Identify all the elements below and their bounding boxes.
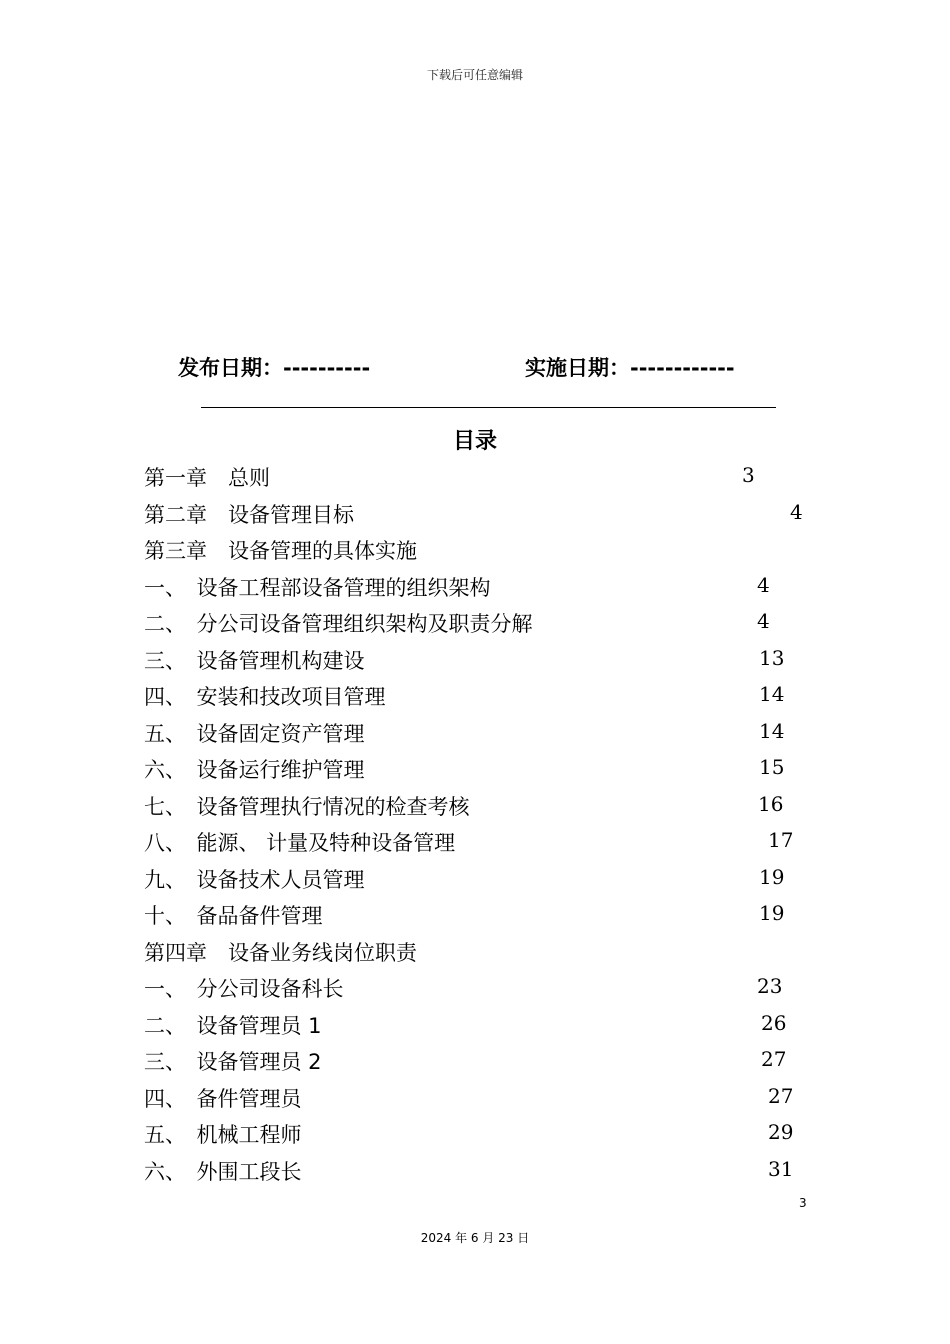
toc-entry-page: 13 bbox=[759, 646, 785, 670]
toc-entry[interactable] bbox=[0, 967, 950, 1003]
toc-entry-label: 二、 分公司设备管理组织架构及职责分解 bbox=[144, 612, 533, 636]
toc-entry[interactable] bbox=[0, 931, 950, 967]
toc-entry-label: 九、 设备技术人员管理 bbox=[144, 868, 365, 892]
toc-entry-label: 六、 设备运行维护管理 bbox=[144, 758, 365, 782]
toc-entry[interactable] bbox=[0, 1040, 950, 1076]
toc-entry-page: 31 bbox=[768, 1157, 794, 1181]
toc-entry[interactable] bbox=[0, 712, 950, 748]
toc-entry-label: 六、 外围工段长 bbox=[144, 1160, 302, 1184]
toc-entry[interactable] bbox=[0, 456, 950, 492]
toc-entry-label: 三、 设备管理机构建设 bbox=[144, 649, 365, 673]
toc-entry[interactable] bbox=[0, 858, 950, 894]
toc-entry-page: 4 bbox=[757, 573, 770, 597]
toc-entry-label: 四、 备件管理员 bbox=[144, 1087, 302, 1111]
toc-entry-label: 第三章 设备管理的具体实施 bbox=[144, 539, 417, 563]
toc-entry[interactable] bbox=[0, 1004, 950, 1040]
toc-entry-page: 19 bbox=[759, 865, 785, 889]
implement-date: 实施日期：------------ bbox=[525, 356, 735, 380]
toc-entry-label: 第四章 设备业务线岗位职责 bbox=[144, 941, 417, 965]
toc-entry[interactable] bbox=[0, 639, 950, 675]
toc-entry[interactable] bbox=[0, 1113, 950, 1149]
dates-row bbox=[0, 352, 950, 384]
toc-title: 目录 bbox=[452, 429, 497, 454]
toc-entry-label: 一、 设备工程部设备管理的组织架构 bbox=[144, 576, 491, 600]
toc-entry-label: 一、 分公司设备科长 bbox=[144, 977, 344, 1001]
toc-entry-page: 4 bbox=[790, 500, 803, 524]
toc-entry[interactable] bbox=[0, 748, 950, 784]
toc-entry-label: 三、 设备管理员 2 bbox=[144, 1050, 322, 1074]
toc-entry-page: 23 bbox=[757, 974, 783, 998]
toc-entry-page: 14 bbox=[759, 719, 785, 743]
toc-entry-page: 26 bbox=[761, 1011, 787, 1035]
toc-entry-page: 16 bbox=[758, 792, 784, 816]
toc-entry-page: 27 bbox=[768, 1084, 794, 1108]
toc-entry-label: 五、 机械工程师 bbox=[144, 1123, 302, 1147]
toc-entry[interactable] bbox=[0, 493, 950, 529]
toc-entry[interactable] bbox=[0, 529, 950, 565]
toc-entry[interactable] bbox=[0, 602, 950, 638]
toc-entry[interactable] bbox=[0, 566, 950, 602]
toc-entry[interactable] bbox=[0, 821, 950, 857]
toc-entry-page: 15 bbox=[759, 755, 785, 779]
toc-entry[interactable] bbox=[0, 1077, 950, 1113]
toc-entry-label: 十、 备品备件管理 bbox=[144, 904, 323, 928]
toc-entry[interactable] bbox=[0, 1150, 950, 1186]
footer-date: 2024 年 6 月 23 日 bbox=[420, 1231, 530, 1245]
toc-entry-label: 第一章 总则 bbox=[144, 466, 270, 490]
page-number: 3 bbox=[799, 1196, 807, 1210]
toc-entry-label: 四、 安装和技改项目管理 bbox=[144, 685, 386, 709]
toc-entry[interactable] bbox=[0, 675, 950, 711]
toc-entry-page: 19 bbox=[759, 901, 785, 925]
toc-entry-page: 17 bbox=[768, 828, 794, 852]
toc-entry-label: 五、 设备固定资产管理 bbox=[144, 722, 365, 746]
toc-entry-label: 二、 设备管理员 1 bbox=[144, 1014, 322, 1038]
toc-entry-page: 29 bbox=[768, 1120, 794, 1144]
toc-entry-label: 七、 设备管理执行情况的检查考核 bbox=[144, 795, 470, 819]
toc-entry-label: 八、 能源、 计量及特种设备管理 bbox=[144, 831, 456, 855]
toc-entry-page: 14 bbox=[759, 682, 785, 706]
toc-entry[interactable] bbox=[0, 785, 950, 821]
toc-entry[interactable] bbox=[0, 894, 950, 930]
horizontal-rule bbox=[201, 407, 776, 408]
toc-entry-page: 3 bbox=[742, 463, 755, 487]
header-note: 下载后可任意编辑 bbox=[426, 68, 523, 82]
toc-entry-page: 27 bbox=[761, 1047, 787, 1071]
toc-entry-page: 4 bbox=[757, 609, 770, 633]
publish-date: 发布日期：---------- bbox=[178, 356, 371, 380]
toc-entry-label: 第二章 设备管理目标 bbox=[144, 503, 354, 527]
